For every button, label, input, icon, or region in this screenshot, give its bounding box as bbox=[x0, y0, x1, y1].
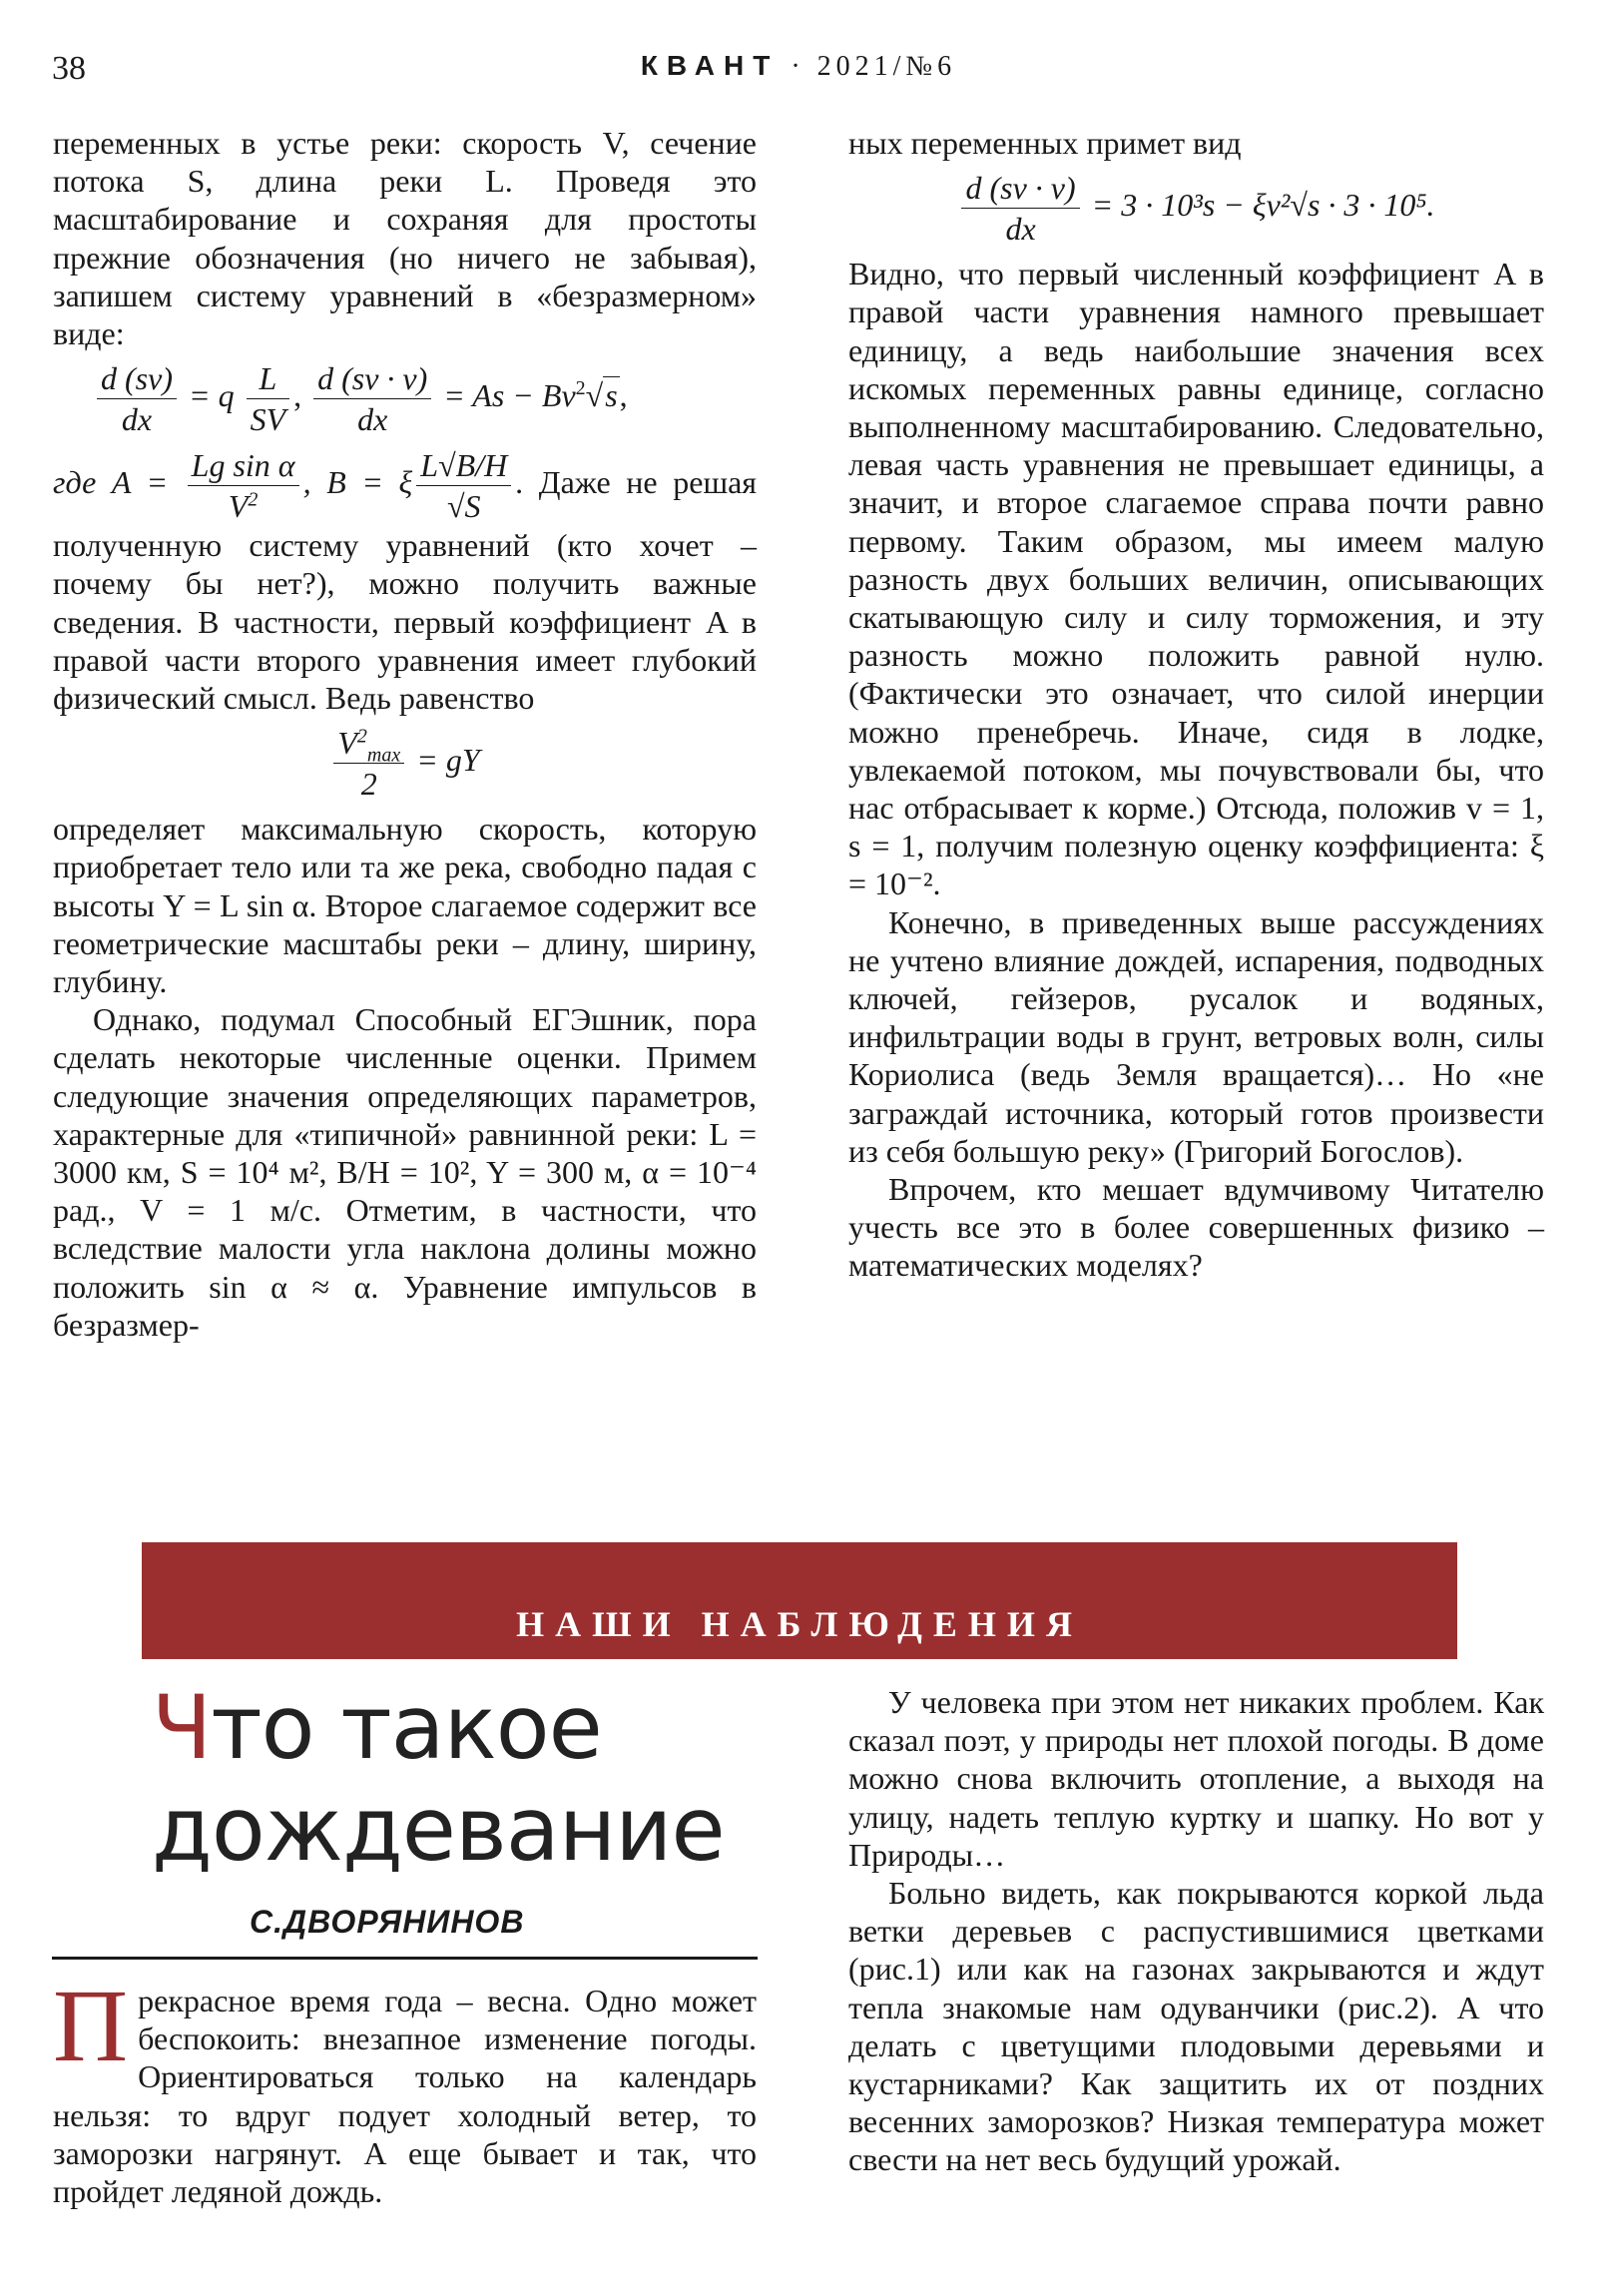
section-banner bbox=[142, 1542, 1457, 1659]
issue-number: 2021/№6 bbox=[816, 51, 957, 82]
drop-cap: П bbox=[53, 1969, 129, 2083]
paragraph-with-formula: где A = $\frac{\text{Lg sin α}}{V^2}$ , B = ξ $\frac{L√B/H}{√S}$ . Даже не решая полученную систему уравнений (кто хочет – почему бы нет?), можно получить важные сведения. В частности, первый коэффициент A в правой части второго уравнения имеет глубокий физический смысл. Ведь равенство bbox=[53, 447, 758, 717]
paragraph: Конечно, в приведенных выше рассуждениях не учтено влияние дождей, испарения, подводных ключей, гейзеров, русалок и водяных, инфильтрации воды в грунт, ветровых волн, силы Кориолиса (ведь Земля вращается)… Но «не заграждай источника, который готов произвести из себя большую реку» (Григорий Богослов). bbox=[848, 903, 1544, 1169]
fraction: $\frac{d (sv \cdot v)}{dx}$ bbox=[961, 168, 1079, 249]
equation-vmax: $\frac{V^2_{max}}{2}$ = gY bbox=[53, 723, 757, 804]
paragraph: ных переменных примет вид bbox=[848, 125, 1242, 161]
paragraph: У человека при этом нет никаких проблем. Как сказал поэт, у природы нет плохой погоды. В доме можно снова включить отопление, а выходя на улицу, надеть теплую куртку и шапку. Но вот у Природы… bbox=[848, 1684, 1544, 1873]
paragraph: определяет максимальную скорость, которую приобретает тело или та же река, свободно падая с высоты Y = L sin α. Второе слагаемое содержит все геометрические масштабы реки – длину, ширину, глубину. bbox=[53, 811, 757, 1000]
header-separator: · bbox=[791, 51, 805, 82]
article-author: С.ДВОРЯНИНОВ bbox=[250, 1904, 525, 1940]
magazine-name: КВАНТ bbox=[640, 50, 780, 81]
article-right-column bbox=[848, 1683, 1544, 2179]
equation-system: $\frac{d (sv)}{dx}$ = q $\frac{L}{SV}$ , $\frac{d (sv \cdot v)}{dx}$ = $As - Bv^2√s$, bbox=[93, 358, 757, 439]
fraction: $\frac{\text{Lg sin α}}{V^2}$ bbox=[188, 445, 299, 526]
author-divider bbox=[52, 1957, 758, 1960]
fraction: $\frac{L}{SV}$ bbox=[247, 358, 290, 439]
left-column bbox=[53, 124, 757, 1344]
article-title: Что такое дождевание bbox=[152, 1676, 725, 1881]
paragraph: Больно видеть, как покрываются коркой льда ветки деревьев с распустившимися цветками (рис.1) или как на газонах закрываются и ждут тепла знакомые нам одуванчики (рис.2). А что делать с цветущими плодовыми деревьями и кустарниками? Как защитить их от поздних весенних заморозков? Низкая температура может свести на нет весь будущий урожай. bbox=[848, 1875, 1544, 2178]
equation-momentum: $\frac{d (sv \cdot v)}{dx}$ = 3 · 10³s − ξv²√s · 3 · 10⁵. bbox=[848, 168, 1544, 249]
fraction: $\frac{d (sv)}{dx}$ bbox=[97, 358, 177, 439]
paragraph: Прекрасное время года – весна. Одно может беспокоить: внезапное изменение погоды. Ориентироваться только на календарь нельзя: то вдруг подует холодный ветер, то заморозки нагрянут. А еще бывает и так, что пройдет ледяной дождь. bbox=[53, 1969, 757, 2210]
page-number: 38 bbox=[52, 50, 86, 87]
fraction: $\frac{V^2_{max}}{2}$ bbox=[333, 723, 404, 804]
paragraph: Впрочем, кто мешает вдумчивому Читателю учесть все это в более совершенных физико – математических моделях? bbox=[848, 1171, 1544, 1284]
paragraph: Видно, что первый численный коэффициент A в правой части уравнения намного превышает единицу, а ведь наибольшие значения всех искомых переменных равны единице, согласно выполненному масштабированию. Следовательно, левая часть уравнения не превышает единицы, а значит, и второе слагаемое справа почти равно первому. Таким образом, мы имеем малую разность двух больших величин, описывающих скатывающую силу и силу торможения, и эту разность можно положить равной нулю. (Фактически это означает, что силой инерции можно пренебречь. Иначе, сидя в лодке, увлекаемой потоком, мы почувствовали бы, что нас отбрасывает к корме.) Отсюда, положив v = 1, s = 1, получим полезную оценку коэффициента: ξ = 10⁻². bbox=[848, 256, 1544, 902]
right-column bbox=[848, 124, 1544, 1285]
section-title: НАШИ НАБЛЮДЕНИЯ bbox=[516, 1604, 1083, 1644]
paragraph: переменных в устье реки: скорость V, сечение потока S, длина реки L. Проведя это масштабирование и сохраняя для простоты прежние обозначения (но ничего не забывая), запишем систему уравнений в «безразмерном» виде: bbox=[53, 125, 757, 352]
running-head bbox=[0, 50, 1597, 83]
article-left-column bbox=[53, 1969, 757, 2210]
fraction: $\frac{d (sv \cdot v)}{dx}$ bbox=[313, 358, 431, 439]
fraction: $\frac{L√B/H}{√S}$ bbox=[416, 445, 511, 526]
paragraph: Однако, подумал Способный ЕГЭшник, пора сделать некоторые численные оценки. Примем следующие значения определяющих параметров, характерные для «типичной» равнинной реки: L = 3000 км, S = 10⁴ м², B/H = 10², Y = 300 м, α = 10⁻⁴ рад., V = 1 м/с. Отметим, в частности, что вследствие малости угла наклона долины можно положить sin α ≈ α. Уравнение импульсов в безразмер- bbox=[53, 1001, 757, 1343]
